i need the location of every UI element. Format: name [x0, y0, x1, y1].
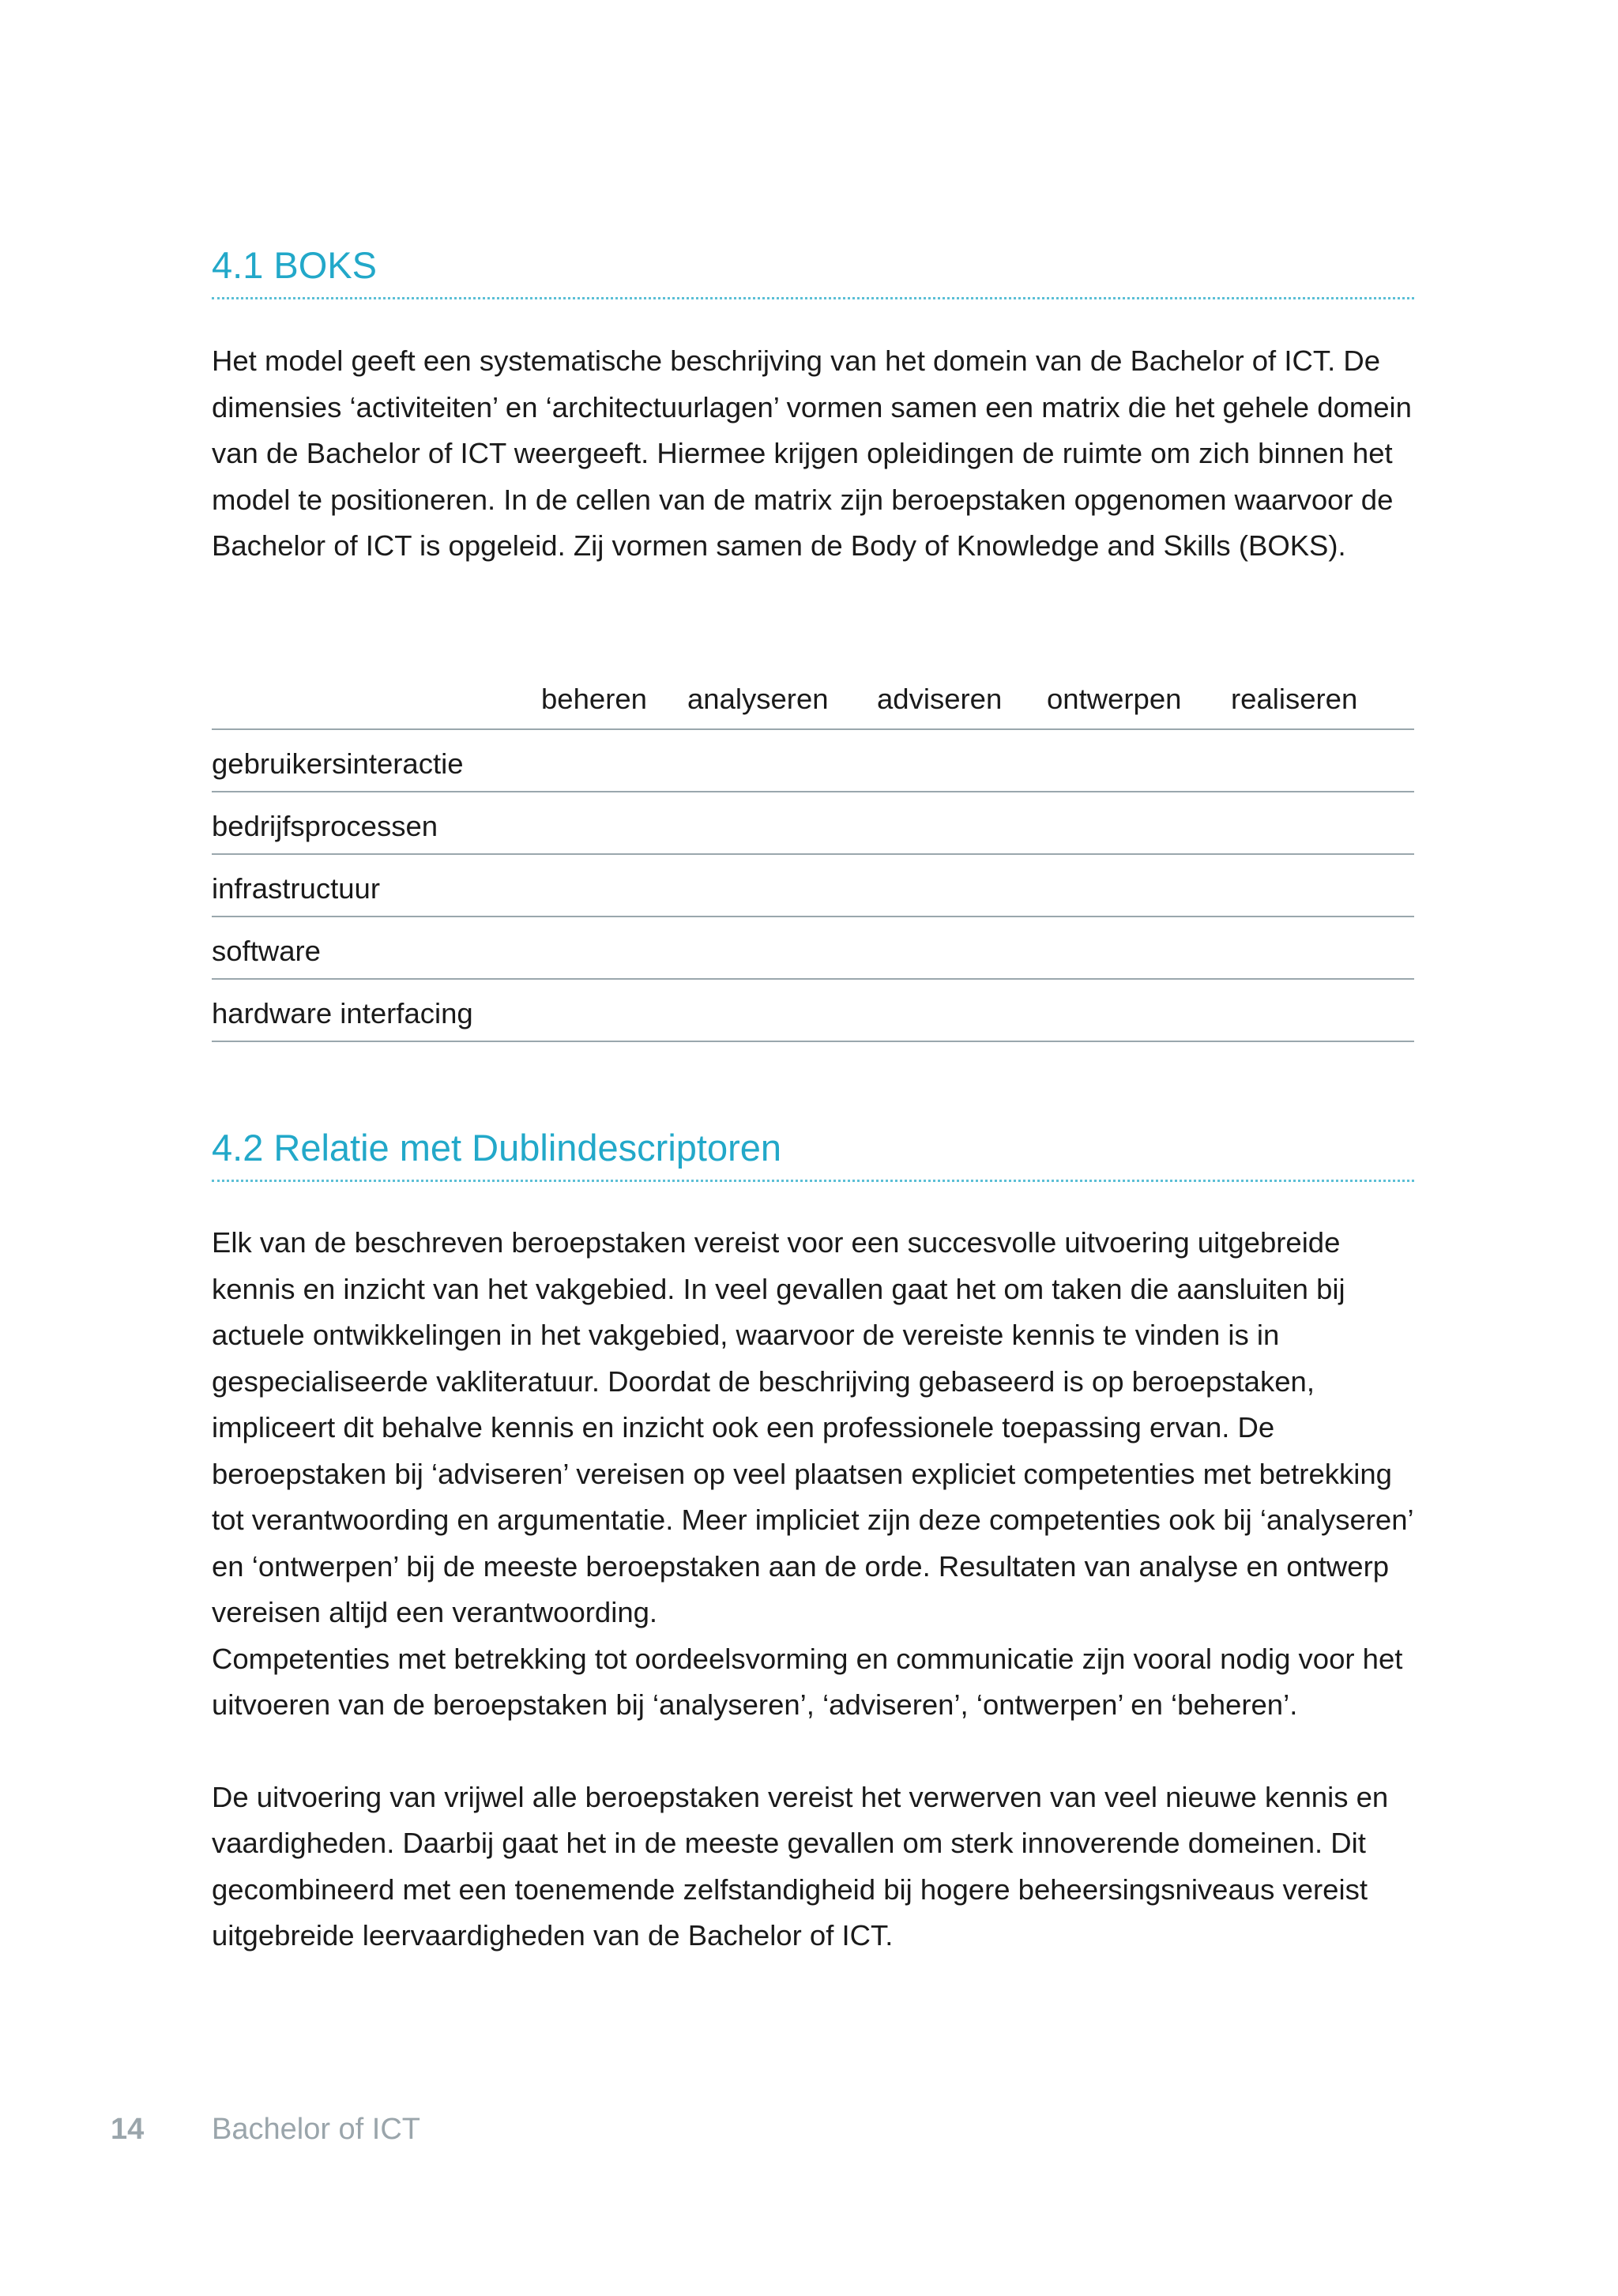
matrix-row-gebruikersinteractie: gebruikersinteractie — [212, 730, 1414, 792]
section-heading-boks: 4.1 BOKS — [212, 242, 1414, 299]
section-heading-dublin: 4.2 Relatie met Dublindescriptoren — [212, 1124, 1414, 1182]
dublin-paragraph-1: Elk van de beschreven beroepstaken vereist voor een succesvolle uitvoering uitgebreide kennis en inzicht van het vakgebied. In veel gevallen gaat het om taken die aansluiten bij actuele ontwikkelingen in het vakgebied, waarvoor de vereiste kennis te vinden is in gespecialiseerde vakliteratuur. Doordat de beschrijving gebaseerd is op beroepstaken, impliceert dit behalve kennis en inzicht ook een professionele toepassing ervan. De beroepstaken bij ‘adviseren’ vereisen op veel plaatsen expliciet competenties met betrekking tot verantwoording en argumentatie. Meer impliciet zijn deze competenties ook bij ‘analyseren’ en ‘ontwerpen’ bij de meeste beroepstaken aan de orde. Resultaten van analyse en ontwerp vereisen altijd een verantwoording. — [212, 1226, 1413, 1628]
matrix-header — [212, 673, 1414, 730]
footer-title: Bachelor of ICT — [212, 2113, 420, 2146]
boks-matrix — [212, 673, 1414, 1042]
dublin-paragraph-3: De uitvoering van vrijwel alle beroepstaken vereist het verwerven van veel nieuwe kennis en vaardigheden. Daarbij gaat het in de meeste gevallen om sterk innoverende domeinen. Dit gecombineerd met een toenemende zelfstandigheid bij hogere beheersingsniveaus vereist uitgebreide leervaardigheden van de Bachelor of ICT. — [212, 1780, 1389, 1952]
matrix-column-adviseren: adviseren — [877, 683, 1003, 715]
section-boks-body — [212, 338, 1414, 570]
page-number: 14 — [111, 2113, 145, 2146]
matrix-row-software: software — [212, 917, 1414, 980]
matrix-column-realiseren: realiseren — [1231, 683, 1358, 715]
section-boks — [212, 242, 1414, 299]
section-dublin — [212, 1124, 1414, 1182]
section-dublin-body — [212, 1220, 1414, 1959]
matrix-column-analyseren: analyseren — [687, 683, 829, 715]
boks-paragraph: Het model geeft een systematische beschrijving van het domein van de Bachelor of ICT. De dimensies ‘activiteiten’ en ‘architectuurlagen’ vormen samen een matrix die het gehele domein van de Bachelor of ICT weergeeft. Hiermee krijgen opleidingen de ruimte om zich binnen het model te positioneren. In de cellen van de matrix zijn beroepstaken opgenomen waarvoor de Bachelor of ICT is opgeleid. Zij vormen samen de Body of Knowledge and Skills (BOKS). — [212, 344, 1412, 562]
matrix-row-bedrijfsprocessen: bedrijfsprocessen — [212, 792, 1414, 855]
matrix-column-ontwerpen: ontwerpen — [1047, 683, 1182, 715]
dublin-paragraph-2: Competenties met betrekking tot oordeelsvorming en communicatie zijn vooral nodig voor het uitvoeren van de beroepstaken bij ‘analyseren’, ‘adviseren’, ‘ontwerpen’ en ‘beheren’. — [212, 1642, 1403, 1721]
matrix-row-hardware-interfacing: hardware interfacing — [212, 980, 1414, 1042]
matrix-row-infrastructuur: infrastructuur — [212, 855, 1414, 917]
matrix-column-beheren: beheren — [541, 683, 647, 715]
